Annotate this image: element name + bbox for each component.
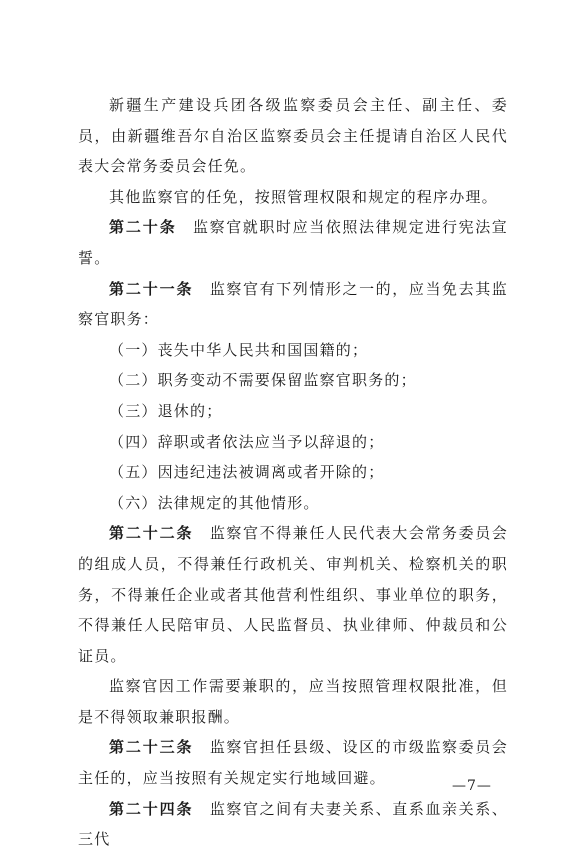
list-item (78, 365, 508, 396)
paragraph (78, 182, 508, 213)
article-22 (78, 518, 508, 671)
article-text: 监察官有下列情形之一的，应当免去其监察官职务： (78, 279, 508, 329)
article-number: 第二十二条 (109, 524, 194, 543)
list-item-text: （六）法律规定的其他情形。 (109, 493, 320, 512)
list-item (78, 396, 508, 427)
list-item-text: （二）职务变动不需要保留监察官职务的； (109, 371, 417, 390)
article-text: 监察官担任县级、设区的市级监察委员会主任的，应当按照有关规定实行地域回避。 (78, 738, 508, 788)
article-text: 监察官就职时应当依照法律规定进行宪法宣誓。 (78, 218, 508, 267)
article-21 (78, 274, 508, 335)
page-body (78, 90, 508, 855)
page-number: —7— (452, 778, 492, 794)
article-23 (78, 732, 508, 793)
list-item (78, 488, 508, 519)
paragraph (78, 671, 508, 732)
list-item-text: （五）因违纪违法被调离或者开除的； (109, 463, 385, 482)
article-text: 监察官不得兼任人民代表大会常务委员会的组成人员，不得兼任行政机关、审判机关、检察机关的职务，不得兼任企业或者其他营利性组织、事业单位的职务，不得兼任人民陪审员、人民监督员、执业律师、仲裁员和公证员。 (78, 524, 508, 665)
article-number: 第二十一条 (109, 279, 194, 298)
paragraph-text: 监察官因工作需要兼职的，应当按照管理权限批准，但是不得领取兼职报酬。 (78, 677, 508, 726)
article-20 (78, 212, 508, 273)
paragraph (78, 90, 508, 182)
article-number: 第二十条 (109, 218, 177, 237)
list-item (78, 335, 508, 366)
list-item (78, 427, 508, 458)
article-text: 监察官之间有夫妻关系、直系血亲关系、三代 (78, 799, 508, 849)
paragraph-text: 其他监察官的任免，按照管理权限和规定的程序办理。 (109, 187, 498, 206)
list-item-text: （三）退休的； (109, 401, 223, 420)
article-24 (78, 794, 508, 855)
list-item-text: （一）丧失中华人民共和国国籍的； (109, 340, 369, 359)
list-item (78, 457, 508, 488)
article-number: 第二十四条 (109, 799, 194, 818)
paragraph-text: 新疆生产建设兵团各级监察委员会主任、副主任、委员，由新疆维吾尔自治区监察委员会主任提请自治区人民代表大会常务委员会任免。 (78, 96, 508, 176)
article-number: 第二十三条 (109, 738, 194, 757)
list-item-text: （四）辞职或者依法应当予以辞退的； (109, 432, 385, 451)
